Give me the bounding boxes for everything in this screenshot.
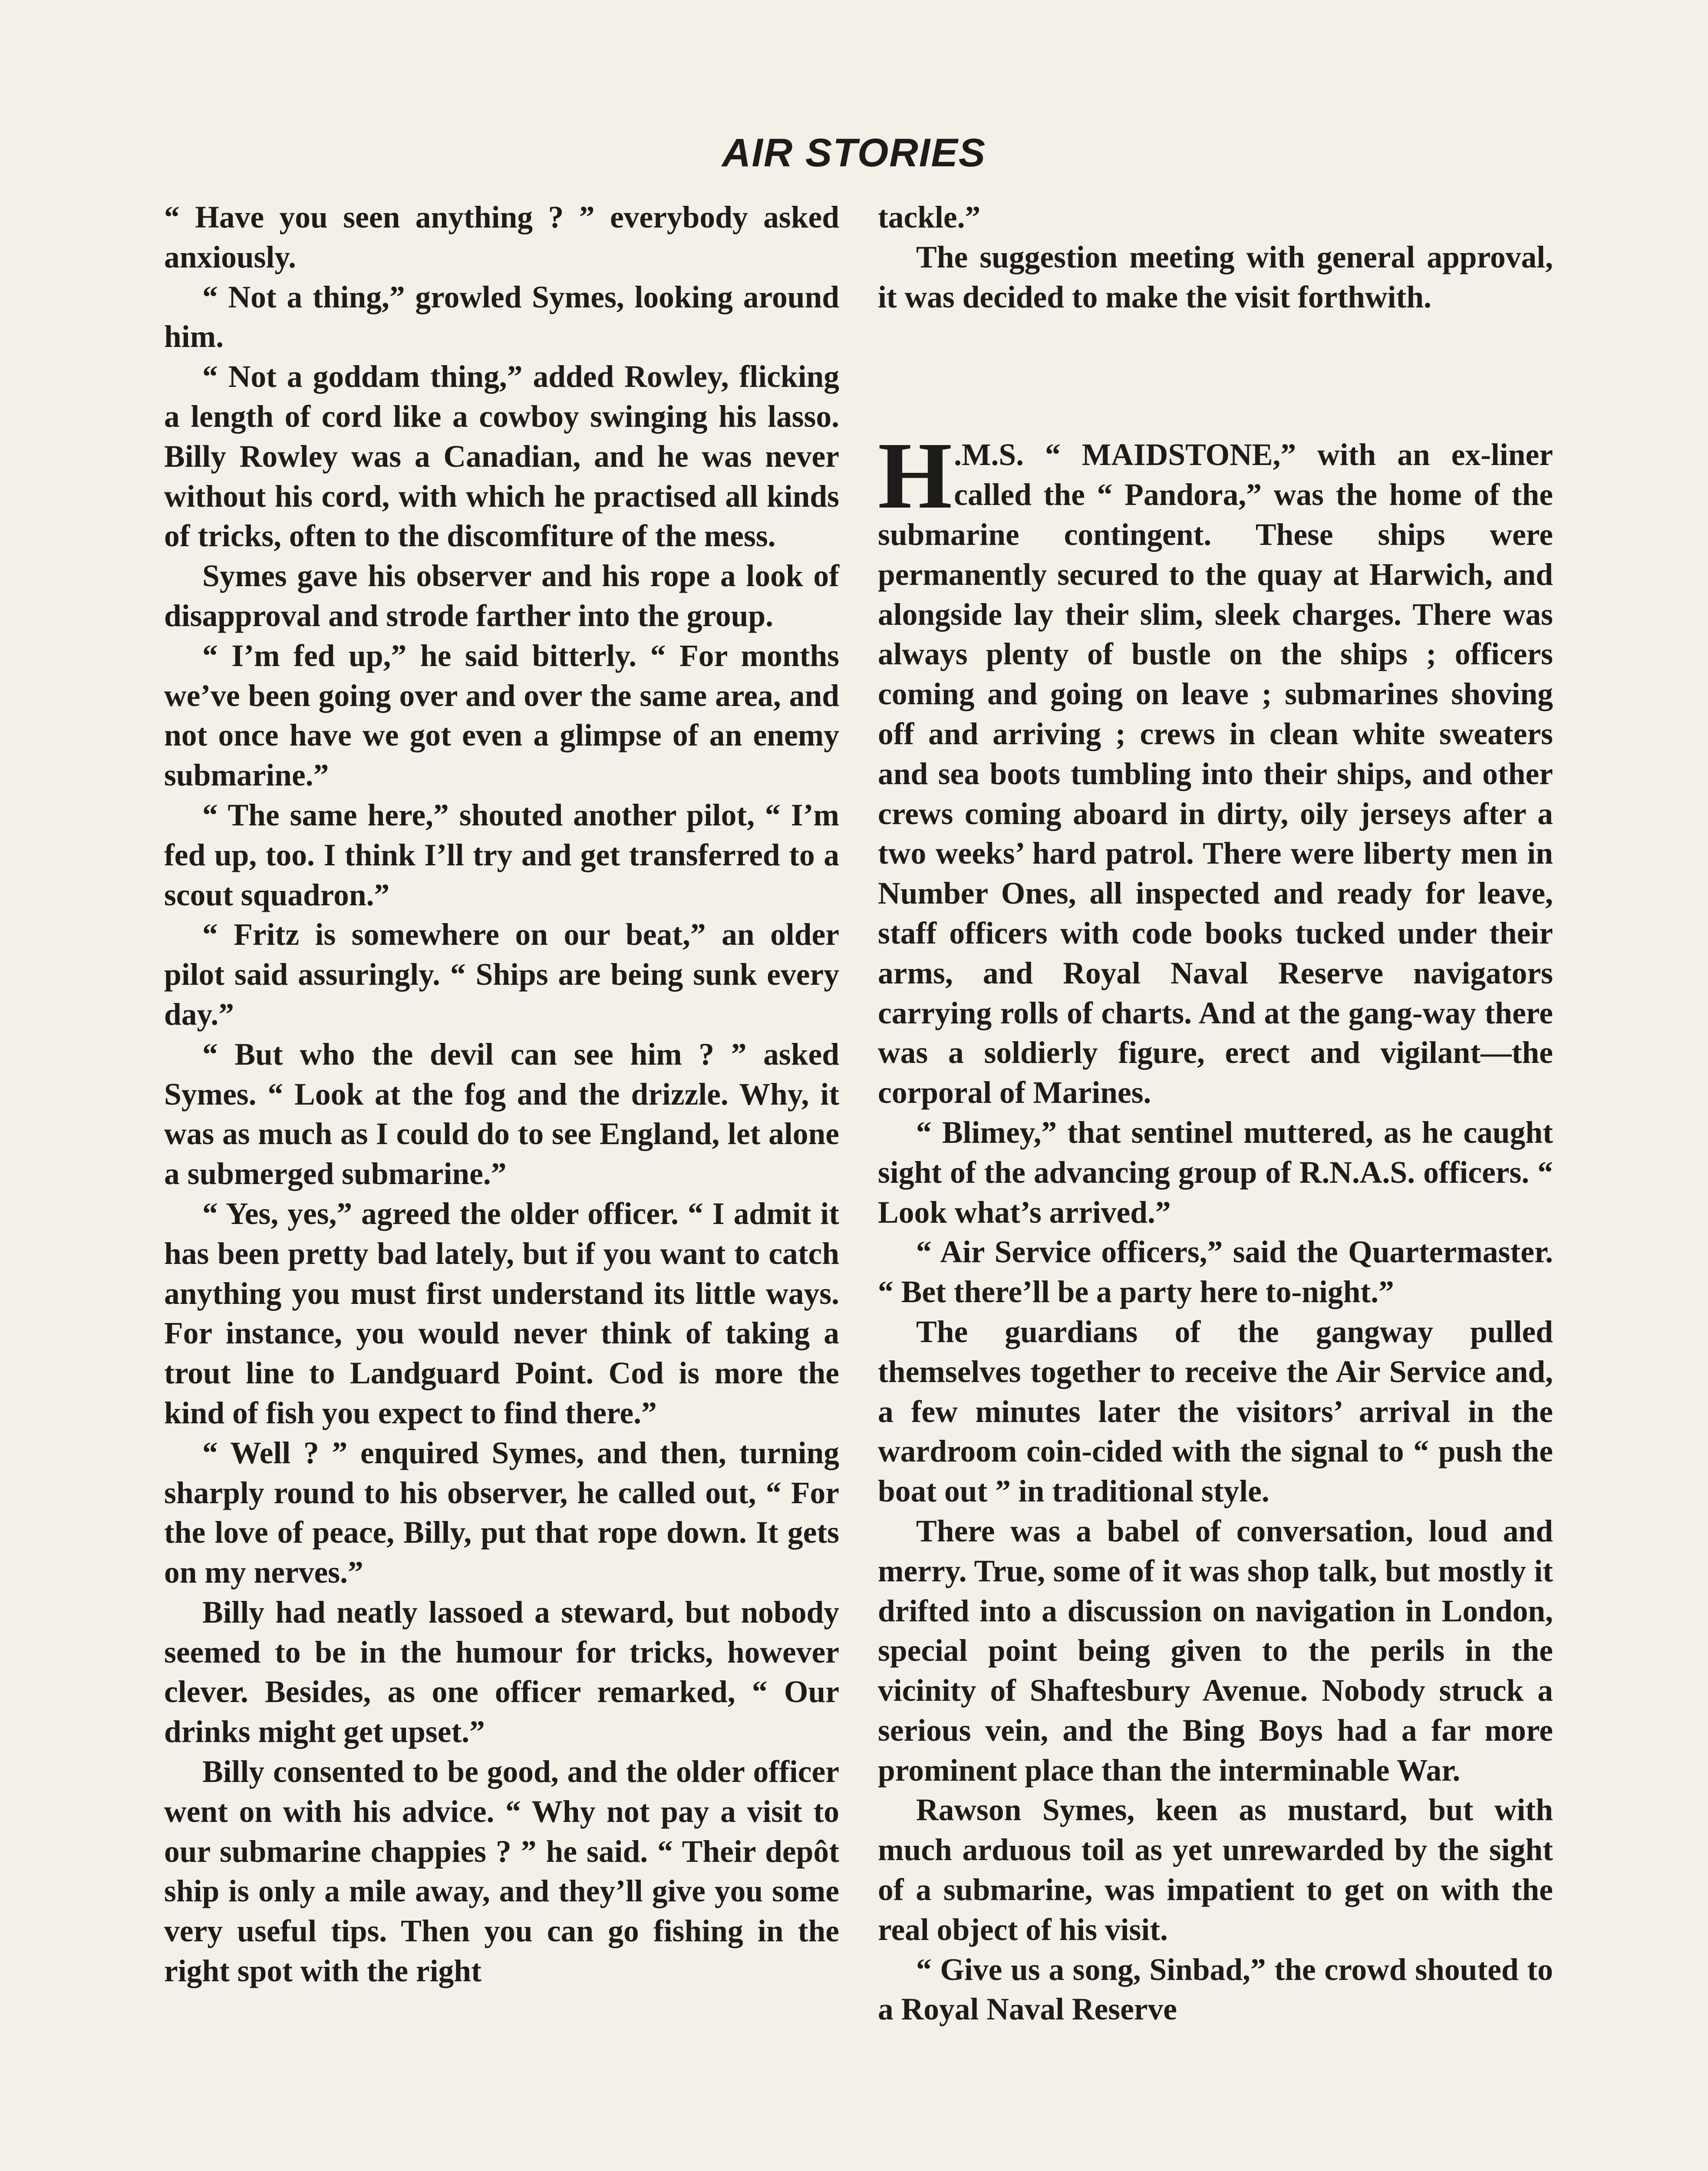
drop-cap: H xyxy=(878,422,953,529)
paragraph: “ Have you seen anything ? ” everybody asked anxiously. xyxy=(164,200,839,274)
paragraph: “ I’m fed up,” he said bitterly. “ For months we’ve been going over and over the same area, and not once have we got even a glimpse of an enemy submarine.” xyxy=(164,638,839,793)
left-column xyxy=(164,198,839,1991)
paragraph: “ Yes, yes,” agreed the older officer. “ I admit it has been pretty bad lately, but if you want to catch anything you must first understand its little ways. For instance, you would never think of taking a trout line to Landguard Point. Cod is more the kind of fish you expect to find there.” xyxy=(164,1196,839,1430)
paragraph: Billy consented to be good, and the older officer went on with his advice. “ Why not pay a visit to our submarine chappies ? ” he said. “ Their depôt ship is only a mile away, and they’ll give you some very useful tips. Then you can go fishing in the right spot with the right xyxy=(164,1755,839,1989)
paragraph: Rawson Symes, keen as mustard, but with much arduous toil as yet unrewarded by the sight of a submarine, was impatient to get on with the real object of his visit. xyxy=(878,1793,1553,1947)
paragraph: “ Give us a song, Sinbad,” the crowd shouted to a Royal Naval Reserve xyxy=(878,1952,1553,2027)
running-head-title: AIR STORIES xyxy=(722,131,986,175)
paragraph: There was a babel of conversation, loud and merry. True, some of it was shop talk, but mostly it drifted into a discussion on navigation in London, special point being given to the perils in the vicinity of Shaftesbury Avenue. Nobody struck a serious vein, and the Bing Boys had a far more prominent place than the interminable War. xyxy=(878,1514,1553,1788)
paragraph: The guardians of the gangway pulled themselves together to receive the Air Service and, a few minutes later the visitors’ arrival in the wardroom coin-cided with the signal to “ push the boat out ” in traditional style. xyxy=(878,1314,1553,1509)
paragraph: “ Well ? ” enquired Symes, and then, turning sharply round to his observer, he called out, “ For the love of peace, Billy, put that rope down. It gets on my nerves.” xyxy=(164,1435,839,1590)
section-opening-text: .M.S. “ MAIDSTONE,” with an ex-liner called the “ Pandora,” was the home of the submarine contingent. These ships were permanently secured to the quay at Harwich, and alongside lay their slim, sleek charges. There was always plenty of bustle on the ships ; officers coming and going on leave ; submarines shoving off and arriving ; crews in clean white sweaters and sea boots tumbling into their ships, and other crews coming aboard in dirty, oily jerseys after a two weeks’ hard patrol. There were liberty men in Number Ones, all inspected and ready for leave, staff officers with code books tucked under their arms, and Royal Naval Reserve navigators carrying rolls of charts. And at the gang-way there was a soldierly figure, erect and vigilant—the corporal of Marines. xyxy=(878,438,1553,1110)
section-break xyxy=(878,317,1553,435)
paragraph: “ Fritz is somewhere on our beat,” an older pilot said assuringly. “ Ships are being sunk every day.” xyxy=(164,917,839,1032)
paragraph: “ The same here,” shouted another pilot, “ I’m fed up, too. I think I’ll try and get transferred to a scout squadron.” xyxy=(164,798,839,912)
paragraph: “ Air Service officers,” said the Quartermaster. “ Bet there’ll be a party here to-night.” xyxy=(878,1235,1553,1310)
paragraph: The suggestion meeting with general approval, it was decided to make the visit forthwith. xyxy=(878,240,1553,314)
section-opening-paragraph xyxy=(878,422,1553,1113)
paragraph: Billy had neatly lassoed a steward, but nobody seemed to be in the humour for tricks, however clever. Besides, as one officer remarked, “ Our drinks might get upset.” xyxy=(164,1595,839,1749)
paragraph: Symes gave his observer and his rope a look of disapproval and strode farther into the group. xyxy=(164,559,839,633)
paragraph: tackle.” xyxy=(878,200,981,234)
right-column xyxy=(878,198,1553,2029)
paragraph: “ Not a goddam thing,” added Rowley, flicking a length of cord like a cowboy swinging his lasso. Billy Rowley was a Canadian, and he was never without his cord, with which he practised all kinds of tricks, often to the discomfiture of the mess. xyxy=(164,360,839,554)
paragraph: “ But who the devil can see him ? ” asked Symes. “ Look at the fog and the drizzle. Why, it was as much as I could do to see England, let alone a submerged submarine.” xyxy=(164,1037,839,1191)
paragraph: “ Not a thing,” growled Symes, looking around him. xyxy=(164,280,839,354)
paragraph: “ Blimey,” that sentinel muttered, as he caught sight of the advancing group of R.N.A.S. officers. “ Look what’s arrived.” xyxy=(878,1115,1553,1230)
